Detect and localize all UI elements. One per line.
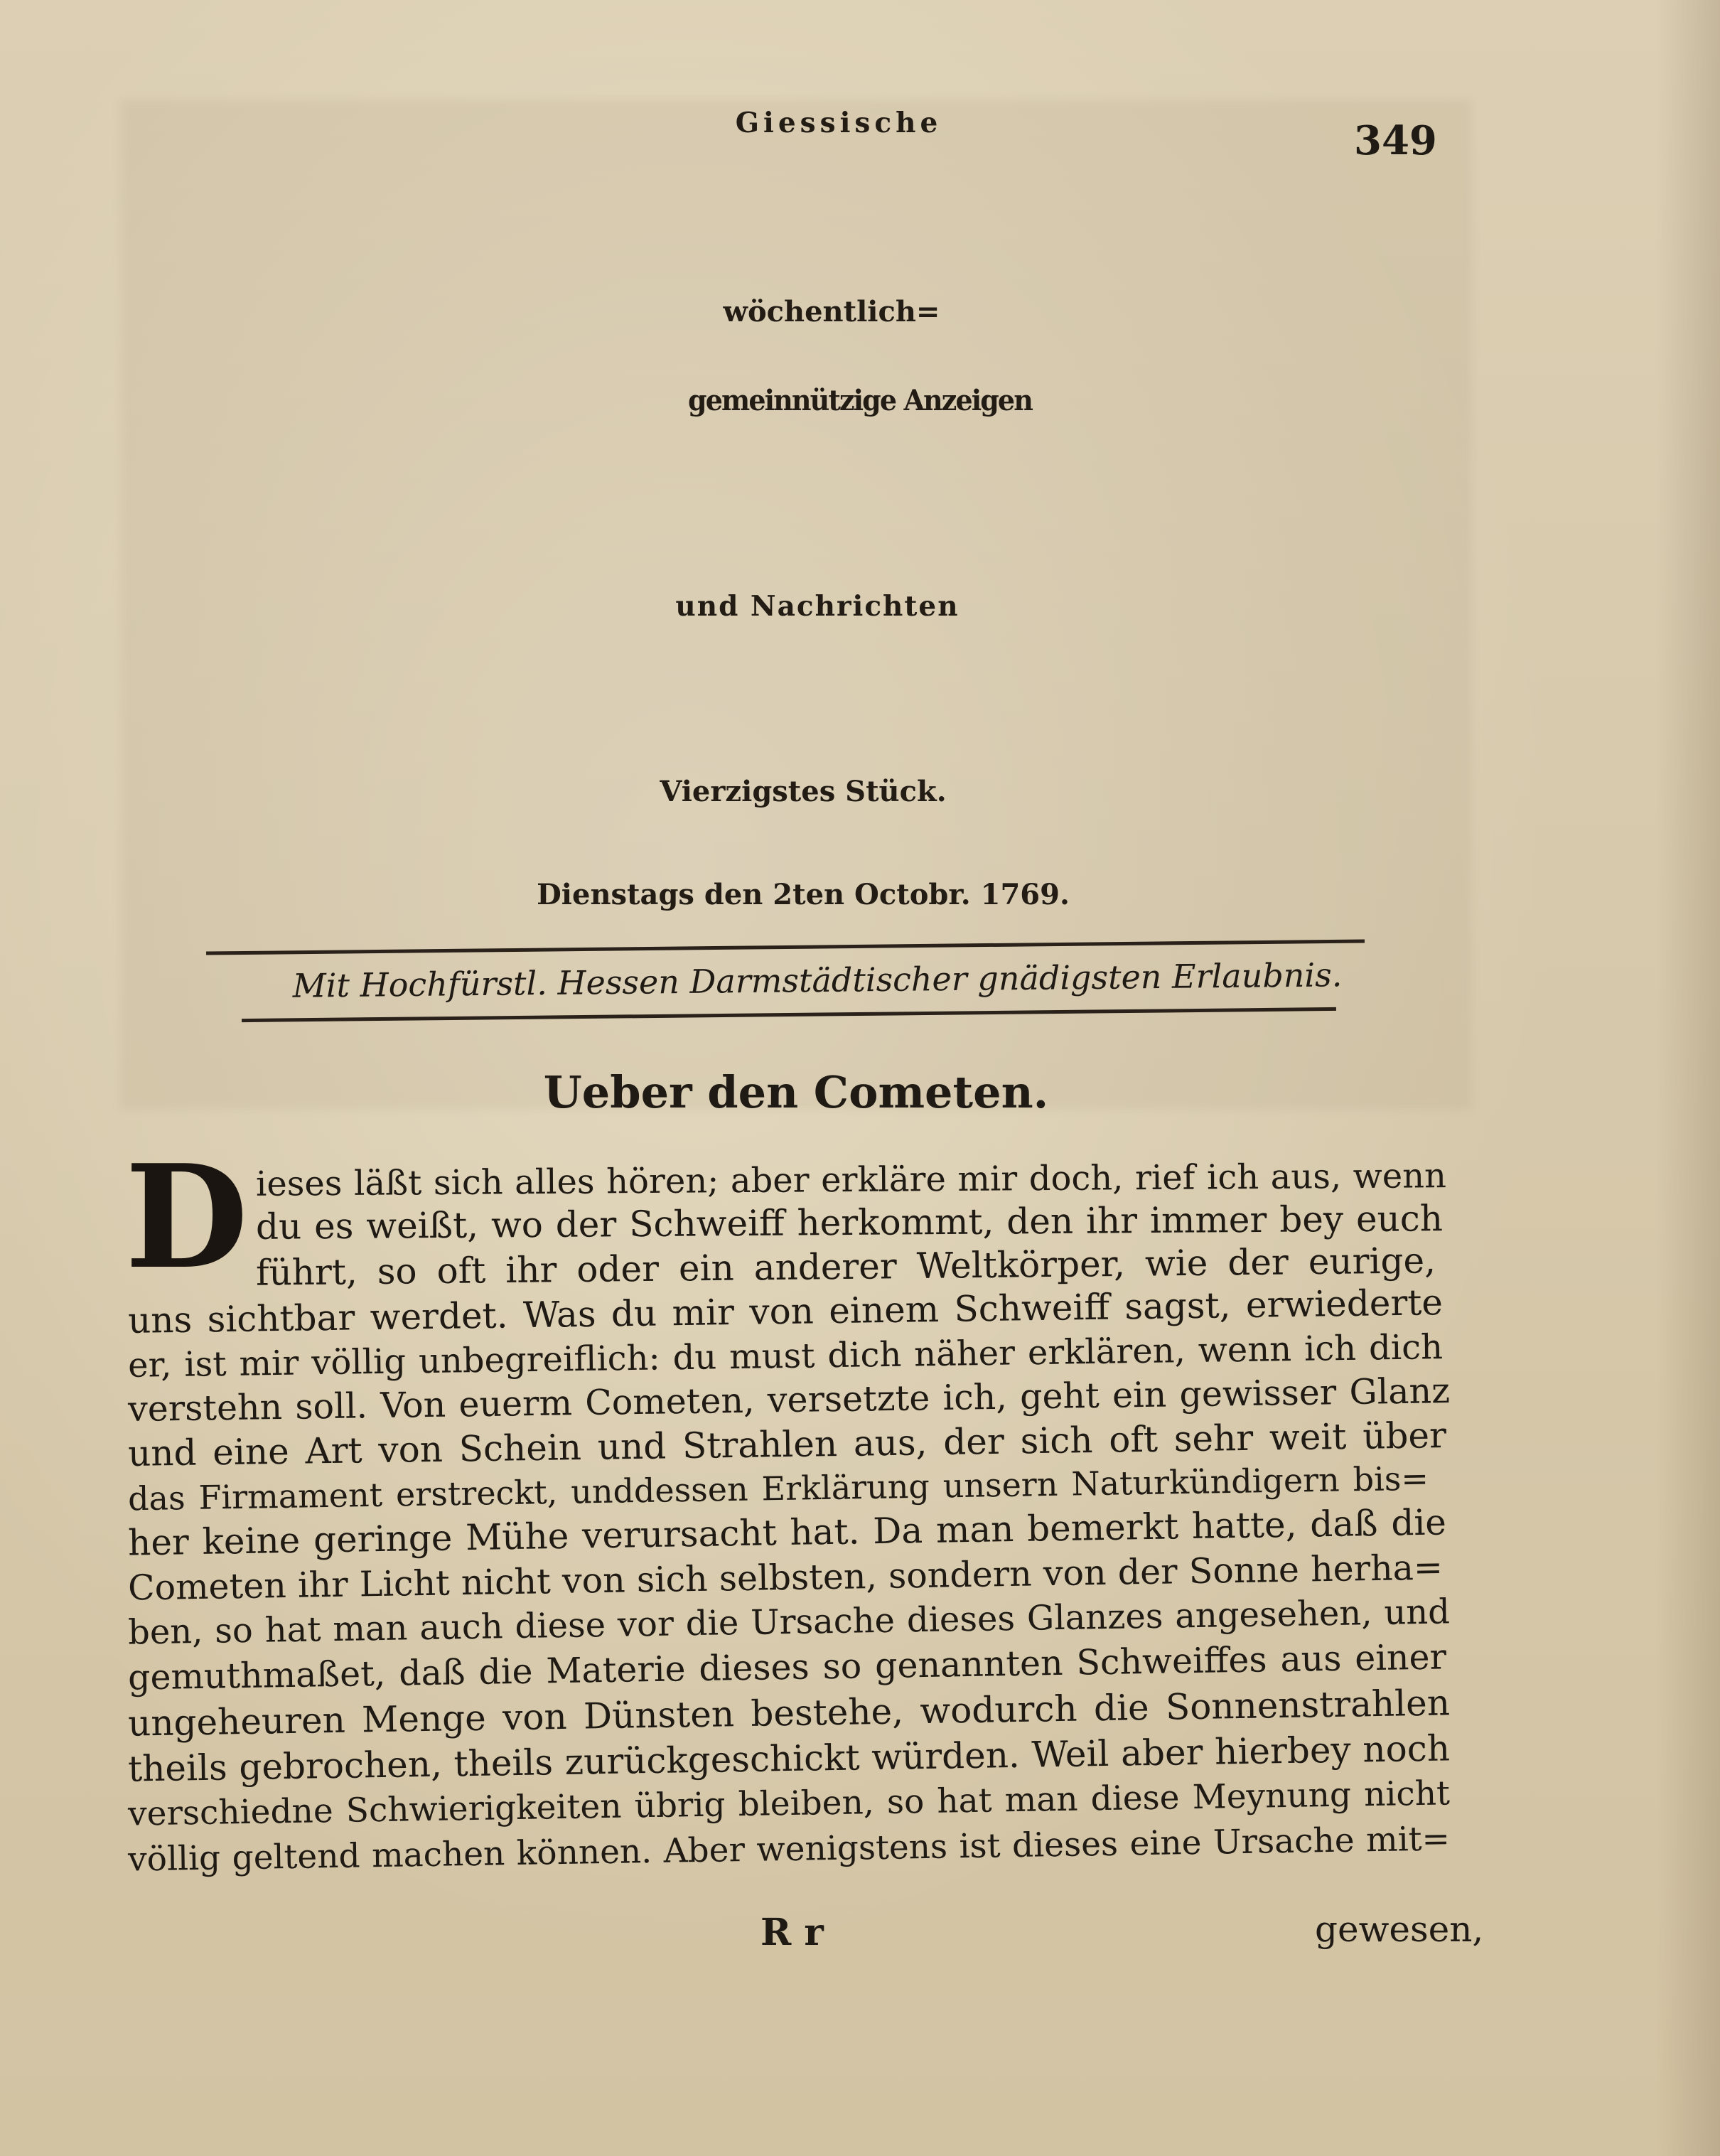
article-title: Ueber den Cometen. (543, 1066, 1049, 1118)
body-line: verschiedne Schwierigkeiten übrig bleiben, so hat man diese Meynung nicht (127, 1774, 1451, 1834)
issue-date: Dienstags den 2ten Octobr. 1769. (537, 878, 1070, 911)
masthead-headline: gemeinnützige Anzeigen (688, 384, 1032, 417)
body-line: theils gebrochen, theils zurückgeschickt würden. Weil aber hierbey noch (127, 1727, 1451, 1790)
page-number: 349 (1354, 117, 1437, 164)
body-line: du es weißt, wo der Schweiff herkommt, den ihr immer bey euch (255, 1198, 1444, 1248)
body-line: verstehn soll. Von euerm Cometen, versetzte ich, geht ein gewisser Glanz (127, 1371, 1451, 1430)
body-line: uns sichtbar werdet. Was du mir von einem Schweiff sagst, erwiederte (127, 1282, 1444, 1341)
body-line: er, ist mir völlig unbegreiflich: du must dich näher erklären, wenn ich dich (127, 1327, 1444, 1385)
body-line: ieses läßt sich alles hören; aber erkläre mir doch, rief ich aus, wenn (255, 1156, 1447, 1204)
body-line: führt, so oft ihr oder ein anderer Weltkörper, wie der eurige, (255, 1240, 1436, 1294)
signature-mark: R r (760, 1911, 824, 1954)
drop-cap: D (124, 1134, 249, 1301)
body-line: Cometen ihr Licht nicht von sich selbsten, sondern von der Sonne herha= (127, 1547, 1444, 1609)
body-line: ungeheuren Menge von Dünsten bestehe, wodurch die Sonnenstrahlen (127, 1682, 1451, 1744)
masthead-title: Giessische (735, 107, 942, 139)
body-line: ben, so hat man auch diese vor die Ursache dieses Glanzes angesehen, und (127, 1592, 1451, 1653)
catchword: gewesen, (1315, 1909, 1484, 1950)
body-line: her keine geringe Mühe verursacht hat. Da man bemerkt hatte, daß die (127, 1501, 1447, 1564)
body-line: und eine Art von Schein und Strahlen aus, der sich oft sehr weit über (127, 1415, 1447, 1474)
masthead-subtitle: wöchentlich= (723, 295, 940, 328)
body-line: das Firmament erstreckt, unddessen Erklärung unsern Naturkündigern bis= (127, 1459, 1429, 1518)
masthead-headline-2: und Nachrichten (675, 590, 960, 623)
body-line: völlig geltend machen können. Aber wenigstens ist dieses eine Ursache mit= (127, 1819, 1451, 1879)
issue-number: Vierzigstes Stück. (660, 775, 947, 808)
permission-notice: Mit Hochfürstl. Hessen Darmstädtischer gnädigsten Erlaubnis. (292, 955, 1343, 1005)
body-line: gemuthmaßet, daß die Materie dieses so genannten Schweiffes aus einer (127, 1636, 1447, 1698)
